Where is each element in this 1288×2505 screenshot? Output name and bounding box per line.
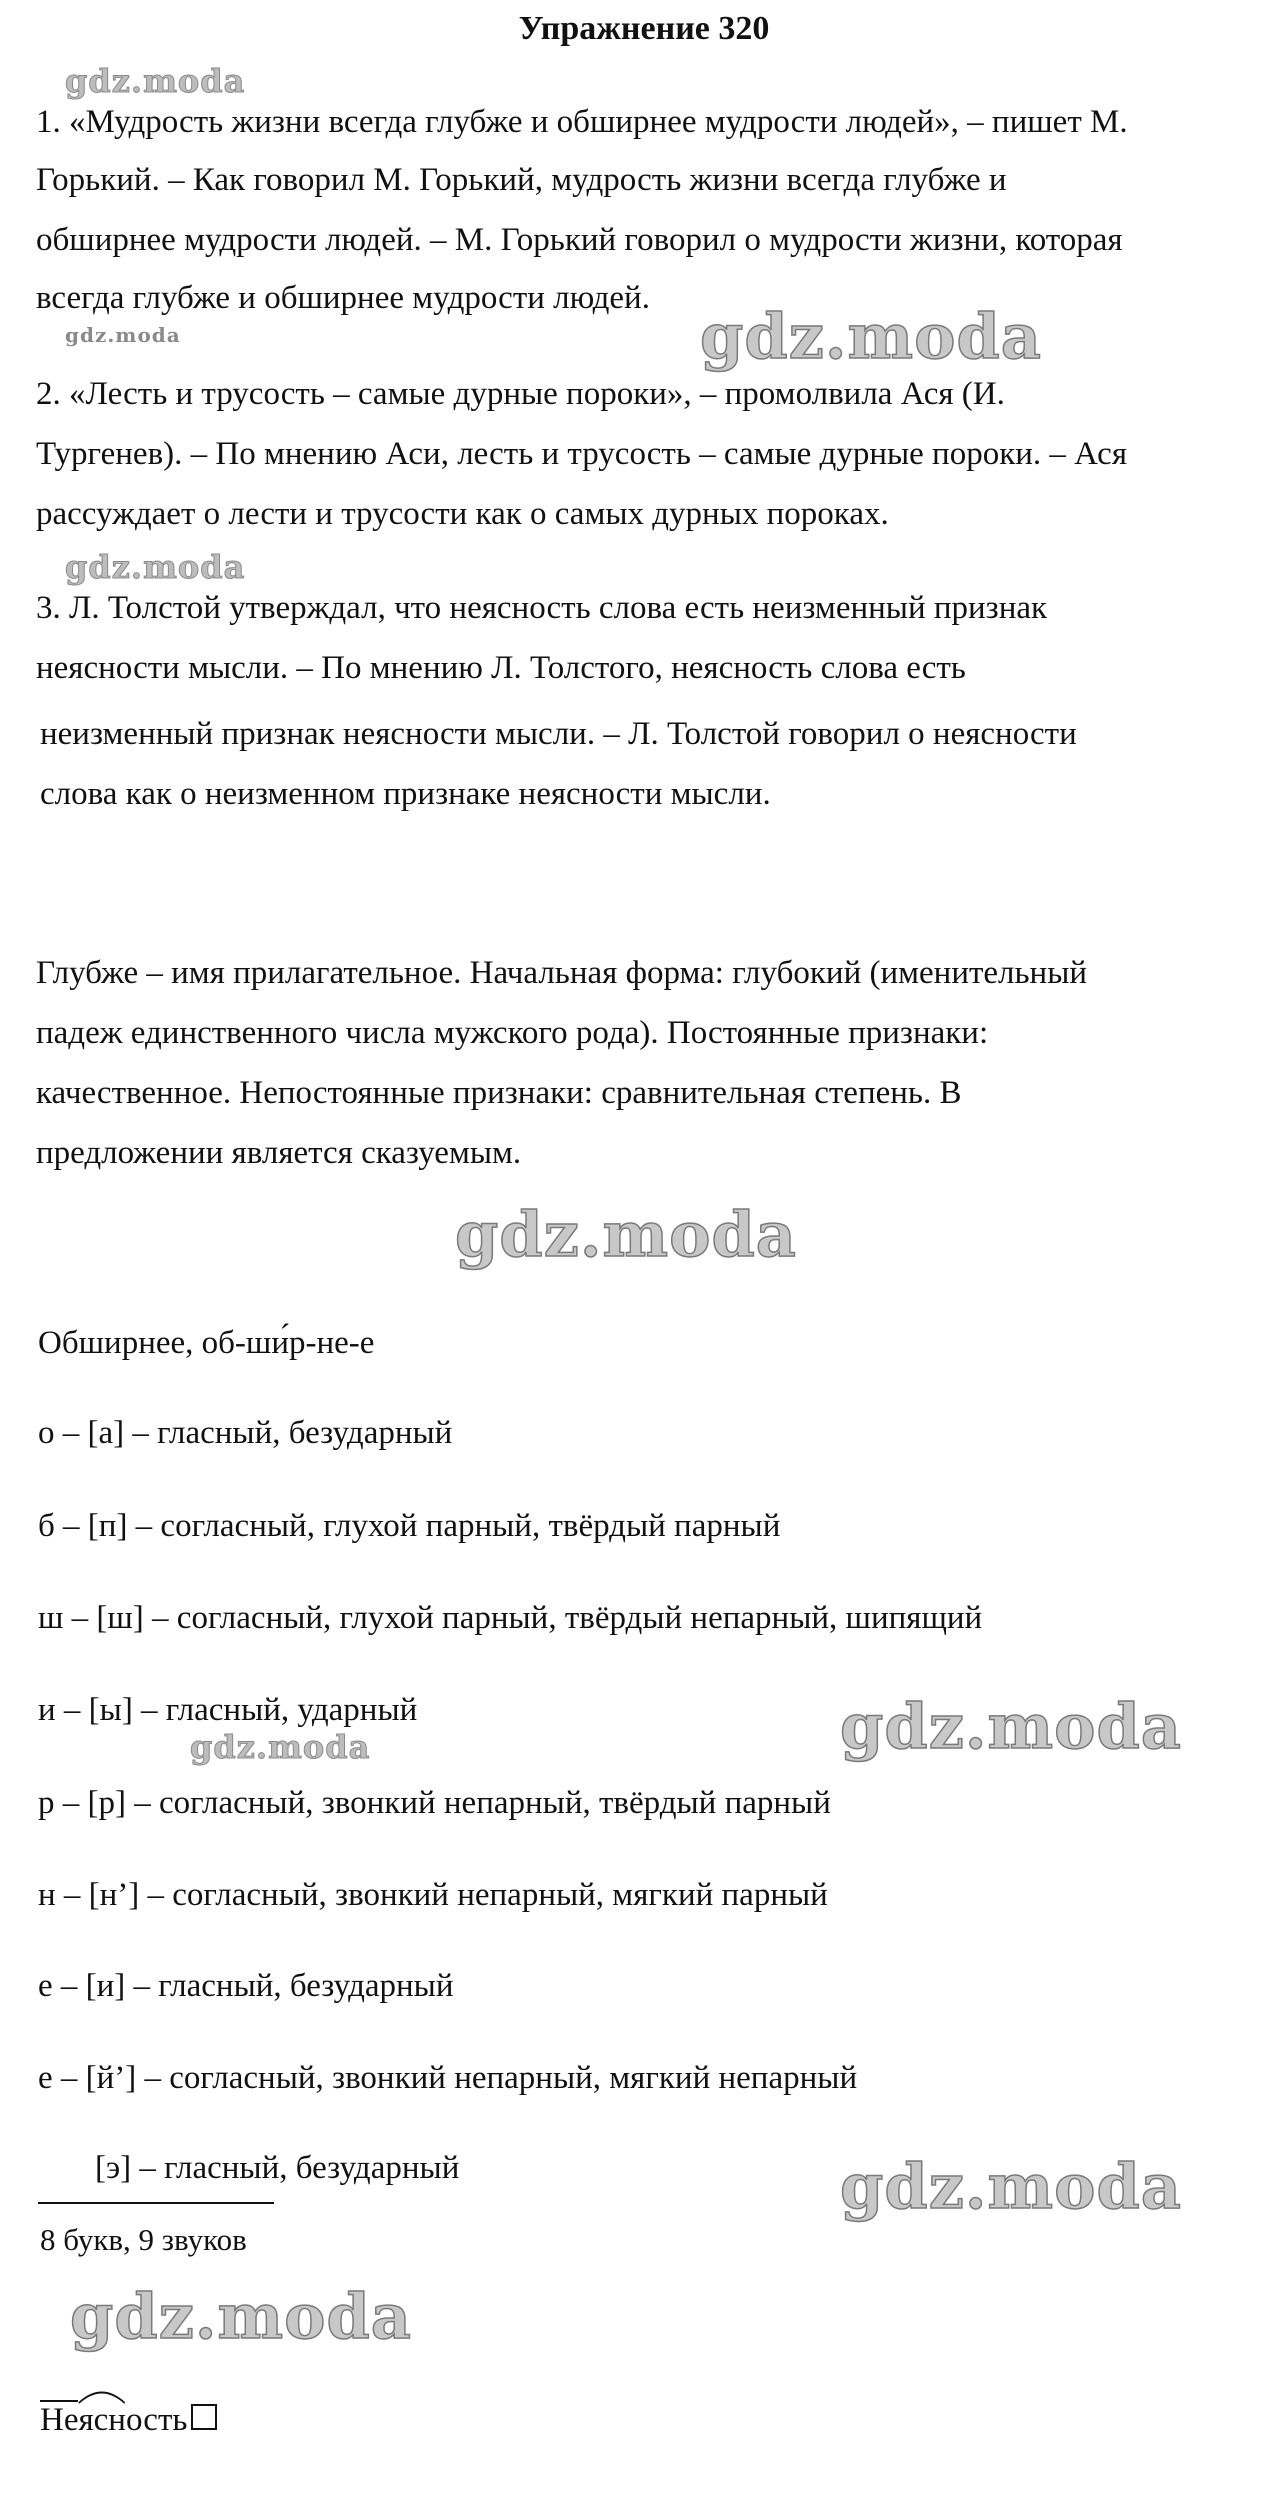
phonetic-line: н – [н’] – согласный, звонкий непарный, мягкий парный [38, 1877, 828, 1913]
watermark: gdz.moda [455, 1198, 797, 1271]
paragraph-3-line: 3. Л. Толстой утверждал, что неясность слова есть неизменный признак [36, 590, 1048, 626]
root-arc-icon [78, 2388, 126, 2404]
suffix: ость [125, 2402, 188, 2438]
watermark: gdz.moda [65, 548, 246, 586]
watermark: gdz.moda [70, 2280, 412, 2353]
paragraph-1-line: 1. «Мудрость жизни всегда глубже и обширнее мудрости людей», – пишет М. [36, 104, 1128, 140]
phonetic-line: е – [и] – гласный, безударный [38, 1968, 454, 2004]
root: ясн [78, 2402, 126, 2439]
paragraph-3-line: неясности мысли. – По мнению Л. Толстого, неясность слова есть [36, 650, 966, 686]
morphemic-parse [40, 2400, 217, 2439]
paragraph-2-line: Тургенев). – По мнению Аси, лесть и трусость – самые дурные пороки. – Ася [36, 436, 1127, 472]
watermark: gdz.moda [190, 1728, 371, 1766]
phonetic-line: е – [й’] – согласный, звонкий непарный, мягкий непарный [38, 2060, 858, 2096]
prefix: Не [40, 2402, 79, 2438]
paragraph-1-line: всегда глубже и обширнее мудрости людей. [36, 280, 650, 316]
phonetic-line: [э] – гласный, безударный [95, 2150, 460, 2186]
morph-analysis-line: качественное. Непостоянные признаки: сравнительная степень. В [36, 1075, 962, 1111]
morph-analysis-line: предложении является сказуемым. [36, 1135, 522, 1171]
watermark: gdz.moda [65, 323, 181, 347]
phonetic-line: о – [а] – гласный, безударный [38, 1415, 453, 1451]
phonetic-line: б – [п] – согласный, глухой парный, твёрдый парный [38, 1508, 781, 1544]
phonetic-line: и – [ы] – гласный, ударный [38, 1692, 418, 1728]
morph-analysis-line: падеж единственного числа мужского рода). Постоянные признаки: [36, 1015, 989, 1051]
page-title: Упражнение 320 [518, 10, 770, 47]
paragraph-3-line: неизменный признак неясности мысли. – Л. Толстой говорил о неясности [40, 716, 1077, 752]
watermark: gdz.moda [840, 1690, 1182, 1763]
morph-analysis-line: Глубже – имя прилагательное. Начальная форма: глубокий (именительный [36, 955, 1088, 991]
null-ending-icon [191, 2404, 217, 2430]
paragraph-1-line: обширнее мудрости людей. – М. Горький говорил о мудрости жизни, которая [36, 222, 1123, 258]
paragraph-3-line: слова как о неизменном признаке неясности мысли. [40, 776, 771, 812]
watermark: gdz.moda [700, 300, 1042, 373]
paragraph-1-line: Горький. – Как говорил М. Горький, мудрость жизни всегда глубже и [36, 162, 1007, 198]
paragraph-2-line: 2. «Лесть и трусость – самые дурные пороки», – промолвила Ася (И. [36, 376, 1005, 412]
divider [38, 2202, 274, 2204]
paragraph-2-line: рассуждает о лести и трусости как о самых дурных пороках. [36, 496, 889, 532]
letters-sounds-summary: 8 букв, 9 звуков [40, 2222, 247, 2257]
phonetic-line: ш – [ш] – согласный, глухой парный, твёрдый непарный, шипящий [38, 1600, 983, 1636]
watermark: gdz.moda [840, 2150, 1182, 2223]
phonetic-word: Обширнее, об-шир-не-е [38, 1325, 375, 1361]
phonetic-line: р – [р] – согласный, звонкий непарный, твёрдый парный [38, 1785, 831, 1821]
watermark: gdz.moda [65, 62, 246, 100]
